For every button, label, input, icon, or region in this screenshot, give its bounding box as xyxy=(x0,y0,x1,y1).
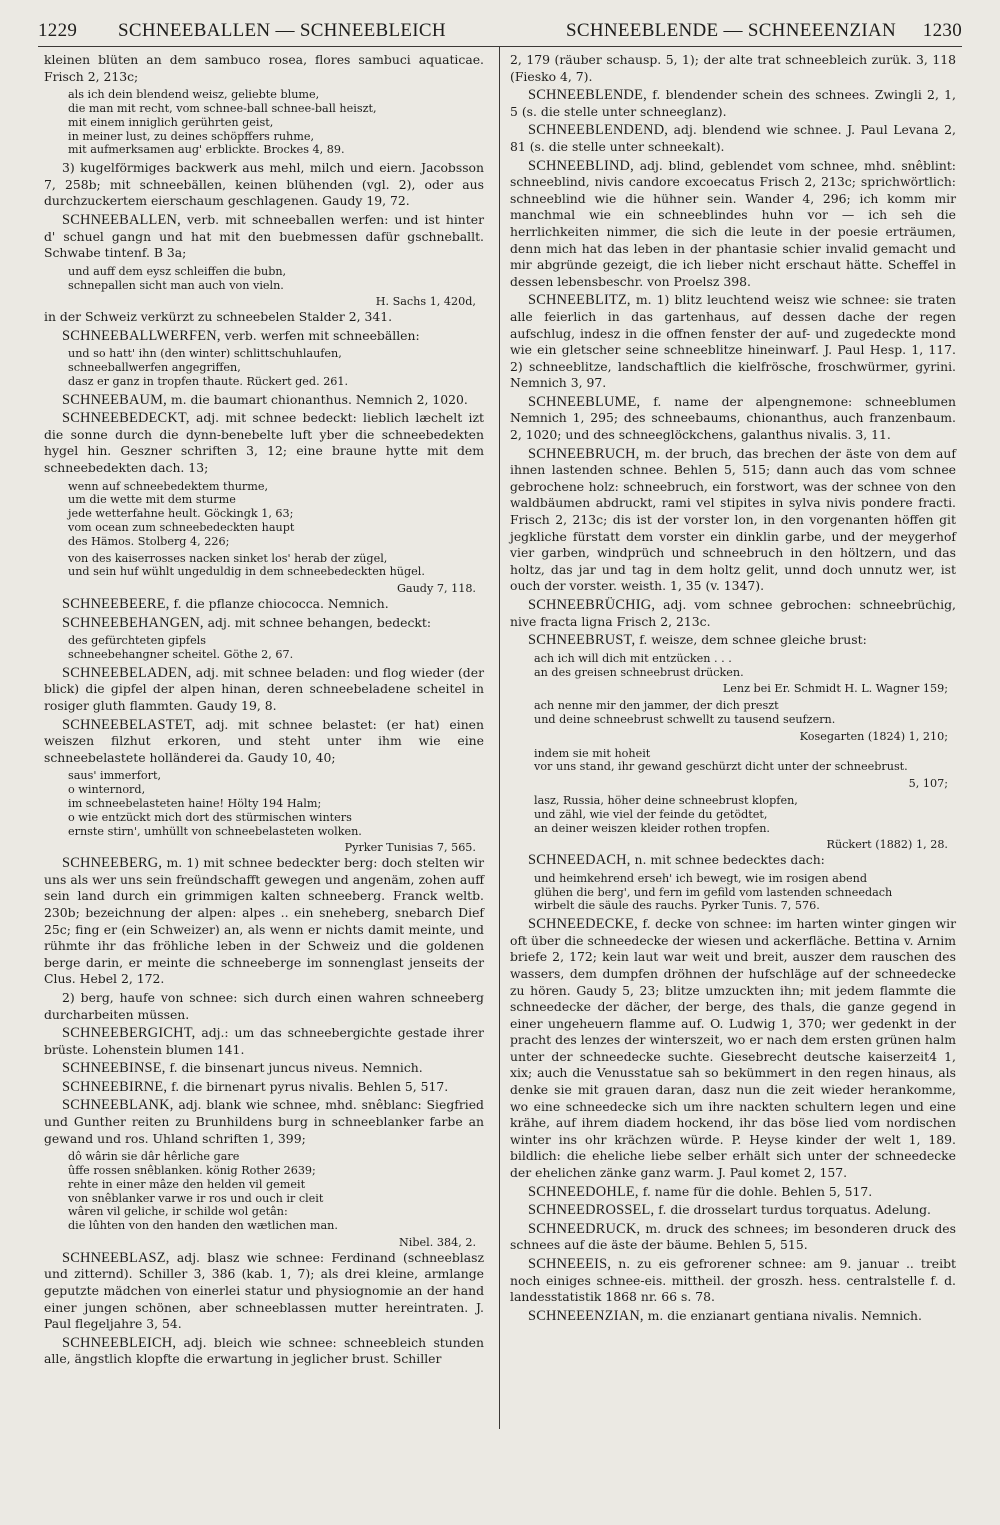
quotation: saus' immerfort, o winternord, im schneebelasteten haine! Hölty 194 Halm; o wie entzückt mich dort des stürmischen winters ernste stirn', umhüllt von schneebelasteten wolken. xyxy=(68,769,362,838)
citation: Rückert (1882) 1, 28. xyxy=(826,838,948,852)
entry-headword: SCHNEEBLENDE, xyxy=(528,87,647,104)
citation: Nibel. 384, 2. xyxy=(399,1236,476,1250)
entry-text: adj. blasz wie schnee: Ferdinand (schneeblasz und zitternd). Schiller 3, 386 (kab. 1, 7); als drei kleine, armlange geputzte mädchen von einerlei statur und physiognomie an der hand einer jungen schönen, aber schneeblassen mutter hereintraten. J. Paul flegeljahre 3, 54. xyxy=(44,1249,484,1332)
entry-headword: SCHNEEDECKE, xyxy=(528,916,638,933)
entry-text: verb. werfen mit schneebällen: xyxy=(224,327,420,343)
dictionary-entry xyxy=(44,212,484,262)
dictionary-entry xyxy=(510,158,956,291)
quotation: und so hatt' ihn (den winter) schlittschuhlaufen, schneeballwerfen angegriffen, dasz er ganz in tropfen thaute. Rückert ged. 261. xyxy=(68,347,349,388)
entry-headword: SCHNEEBERG, xyxy=(62,855,163,872)
entry-headword: SCHNEEBRUST, xyxy=(528,632,636,649)
entry-text: f. blendender schein des schnees. Zwingli 2, 1, 5 (s. die stelle unter schneeglanz). xyxy=(510,87,956,119)
entry-text: f. die drosselart turdus torquatus. Adelung. xyxy=(658,1202,931,1218)
entry-text: kleinen blüten an dem sambuco rosea, flores sambuci aquaticae. Frisch 2, 213c; xyxy=(44,52,484,84)
dictionary-entry xyxy=(44,410,484,476)
running-header xyxy=(38,14,962,46)
quotation: und heimkehrend erseh' ich bewegt, wie im rosigen abend glühen die berg', und fern im gefild vom lastenden schneedach wirbelt die säule des rauchs. Pyrker Tunis. 7, 576. xyxy=(534,871,893,913)
entry-headword: SCHNEEDACH, xyxy=(528,852,631,869)
entry-headword: SCHNEEBLITZ, xyxy=(528,292,631,309)
entry-headword: SCHNEEDRUCK, xyxy=(528,1220,641,1237)
dictionary-entry xyxy=(44,1060,484,1077)
quotation: ach nenne mir den jammer, der dich preszt und deine schneebrust schwellt zu tausend seufzern. xyxy=(534,699,836,726)
entry-paragraph xyxy=(44,309,484,326)
entry-headword: SCHNEEEIS, xyxy=(528,1256,612,1272)
dictionary-entry xyxy=(44,615,484,632)
entry-paragraph xyxy=(44,160,484,210)
entry-headword: SCHNEEBRUCH, xyxy=(528,445,640,462)
dictionary-entry xyxy=(44,1025,484,1058)
entry-text: f. name der alpengnemone: schneeblumen Nemnich 1, 295; des schneebaums, chionanthus, auch franzenbaum. 2, 1020; und des schneeglöckchens, galanthus nivalis. 3, 11. xyxy=(510,393,956,443)
entry-paragraph xyxy=(510,52,956,85)
entry-text: adj. mit schnee bedeckt: lieblich læchelt izt die sonne durch die dynn-benebelte luft yber die schneebedekten hygel hin. Geszner schriften 3, 12; eine braune hytte mit dem schneebedekten dach. 13; xyxy=(44,410,484,476)
dictionary-entry xyxy=(44,1079,484,1096)
dictionary-entry xyxy=(510,87,956,120)
citation: Gaudy 7, 118. xyxy=(397,582,476,596)
citation: Lenz bei Er. Schmidt H. L. Wagner 159; xyxy=(722,682,948,696)
entry-headword: SCHNEEBEERE, xyxy=(62,596,170,613)
entry-headword: SCHNEEBAUM, xyxy=(62,391,167,408)
citation: H. Sachs 1, 420d, xyxy=(375,295,476,309)
dictionary-entry xyxy=(510,394,956,444)
entry-text: m. 1) mit schnee bedeckter berg: doch stelten wir uns als wer uns sein freündschafft gewegen und angenäm, zohen auff sein land durch ein grimmigen kalten schneeberg. Franck weltb. 230b; bezeichnung der alpen: alpes .. ein sneheberg, snebarch Dief 25c; fing er (ein Schweizer) an, als wenn er nichts damit meinte, und rühmte ihr das fröhliche leben in der Schweiz und die goldenen berge darin, er meinte die schneeberge im sonnenglast jenseits der Clus. Hebel 2, 172. xyxy=(44,855,484,987)
entry-headword: SCHNEEBLASZ, xyxy=(62,1249,170,1266)
entry-headword: SCHNEEDOHLE, xyxy=(528,1183,639,1200)
quotation: lasz, Russia, höher deine schneebrust klopfen, und zähl, wie viel der feinde du getödtet, an deiner weiszen kleider rothen tropfen. xyxy=(534,793,798,835)
dictionary-entry xyxy=(510,916,956,1182)
entry-text: m. 1) blitz leuchtend weisz wie schnee: sie traten alle feierlich in das gartenhaus, auf dessen dache der regen aufschlug, indesz in die offnen fenster der auf- und zugedeckte mond wie ein gletscher seine schneeblitze hineinwarf. J. Paul Hesp. 1, 117. 2) schneeblitze, landschaftlich die kielfrösche, froschwürmer, gyrini. Nemnich 3, 97. xyxy=(510,292,956,391)
header-rule xyxy=(38,46,962,47)
entry-text: m. der bruch, das brechen der äste von dem auf ihnen lastenden schnee. Behlen 5, 515; dann auch das vom schnee gebrochene holz: schneebruch, ein forstwort, was der schnee von den waldbäumen abdruckt, rami vel stipites in sylva nivis pondere fracti. Frisch 2, 213c; dis ist der vorster lon, in den vorgenanten höffen git jegkliche fürstatt dem vorster ein dinklin garbe, und der meygerhof vier garben, windprüch und schneebruch in den höltzern, und das holtz, das jar und tag in dem holtz gelit, unnd doch unnutz wer, ist ouch der vorster. weisth. 1, 35 (v. 1347). xyxy=(510,445,956,594)
dictionary-entry xyxy=(510,122,956,155)
entry-text: adj. bleich wie schnee: schneebleich stunden alle, ängstlich klopfte die erwartung in jeglicher brust. Schiller xyxy=(44,1334,484,1367)
dictionary-entry xyxy=(510,632,956,649)
dictionary-entry xyxy=(510,1308,956,1325)
entry-text: adj.: um das schneebergichte gestade ihrer brüste. Lohenstein blumen 141. xyxy=(44,1025,484,1057)
quotation: dô wârin sie dâr hêrliche gare ûffe rossen snêblanken. könig Rother 2639; rehte in einer mâze den helden vil gemeit von snêblanker varwe ir ros und ouch ir cleit wâren vil geliche, ir schilde wol getân: die lûhten von den handen den wætlichen man. xyxy=(68,1150,338,1233)
entry-text: m. die enzianart gentiana nivalis. Nemnich. xyxy=(647,1307,922,1323)
entry-headword: SCHNEEBLEICH, xyxy=(62,1334,177,1351)
entry-headword: SCHNEEBEHANGEN, xyxy=(62,614,204,631)
dictionary-entry xyxy=(44,1335,484,1368)
entry-text: in der Schweiz verkürzt zu schneebelen Stalder 2, 341. xyxy=(44,309,393,325)
dictionary-entry xyxy=(510,1202,956,1219)
dictionary-entry xyxy=(510,1221,956,1254)
quotation: indem sie mit hoheit vor uns stand, ihr gewand geschürzt dicht unter der schneebrust. xyxy=(534,746,908,774)
entry-text: adj. mit schnee beladen: und flog wieder (der blick) die gipfel der alpen hinan, deren schneebeladene scheitel in rosiger gluth flammten. Gaudy 19, 8. xyxy=(44,664,484,714)
dictionary-entry xyxy=(510,446,956,595)
entry-text: adj. blind, geblendet vom schnee, mhd. snêblint: schneeblind, nivis candore excoecatus Frisch 2, 213c; sprichwörtlich: schneeblind wie die hühner sein. Wander 4, 296; ich komm mir manchmal wie ein schneeblindes huhn vor — ich seh die herrlichkeiten nimmer, die sich die leute in der poesie erträumen, denn mich hat das leben in der phantasie schier invalid gemacht und mir abgründe gezeigt, die ich lieber nicht erschaut hätte. Scheffel in dessen lebensbeschr. von Proelsz 398. xyxy=(510,157,956,289)
entry-headword: SCHNEEBRÜCHIG, xyxy=(528,597,656,613)
dictionary-entry xyxy=(510,1256,956,1306)
entry-headword: SCHNEEBLUME, xyxy=(528,393,641,410)
dictionary-entry xyxy=(510,852,956,869)
entry-text: f. weisze, dem schnee gleiche brust: xyxy=(639,632,867,648)
entry-text: f. decke von schnee: im harten winter gingen wir oft über die schneedecke der wiesen und ackerfläche. Bettina v. Arnim briefe 2, 172; kein laut war weit und breit, auszer dem rauschen des wassers, dem dumpfen dröhnen der hufschläge auf der schneedecke zu hören. Gaudy 5, 23; blitze umzuckten ihn; mit jedem flammte die schneedecke der dächer, der berge, des thals, die ganze gegend in einer ungeheuern flamme auf. O. Ludwig 1, 370; wer gedenkt in der pracht des lenzes der winterszeit, wo er nach dem ersten grünen halm unter der schneedecke suchte. Giesebrecht deutsche kaiserzeit4 1, xix; auch die Venusstatue sah so bekümmert in den regen hinaus, als denke sie mit grauen daran, dasz nun die zeit wieder herankomme, wo eine schneedecke sich um ihre nackten schultern legen und eine krähe, auf ihrem diadem hockend, ihr das böse lied vom nordischen winter ins ohr krächzen würde. P. Heyse kinder der welt 1, 189. bildlich: die eheliche liebe selber erhält sich unter der schneedecke der ehelichen zänke ganz warm. J. Paul komet 2, 157. xyxy=(510,916,956,1181)
left-column xyxy=(44,52,484,1370)
entry-headword: SCHNEEBLANK, xyxy=(62,1097,174,1114)
dictionary-entry xyxy=(510,1184,956,1201)
dictionary-entry xyxy=(44,596,484,613)
entry-headword: SCHNEEBEDECKT, xyxy=(62,410,190,427)
quotation: des gefürchteten gipfels schneebehangner scheitel. Göthe 2, 67. xyxy=(68,634,294,662)
entry-text: m. die baumart chionanthus. Nemnich 2, 1020. xyxy=(170,391,468,407)
citation: 5, 107; xyxy=(908,777,948,791)
header-title-right: SCHNEEBLENDE — SCHNEEENZIAN xyxy=(566,20,897,41)
entry-headword: SCHNEEBELASTET, xyxy=(62,716,196,733)
entry-text: n. zu eis gefrorener schnee: am 9. januar .. treibt noch einiges schnee-eis. mittheil. der groszh. hess. centralstelle f. d. landesstatistik 1868 nr. 66 s. 78. xyxy=(510,1256,956,1305)
entry-text: adj. mit schnee behangen, bedeckt: xyxy=(207,614,432,630)
entry-text: 3) kugelförmiges backwerk aus mehl, milch und eiern. Jacobsson 7, 258b; mit schneebällen, keinen blühenden (vgl. 2), oder aus durchzuckertem eierschaum geschlagenen. Gaudy 19, 72. xyxy=(44,160,484,209)
quotation: als ich dein blendend weisz, geliebte blume, die man mit recht, vom schnee-ball schnee-ball heiszt, mit einem inniglich gerührten geist, in meiner lust, zu deines schöpffers ruhme, mit aufmerksamen aug' erblickte. Brockes 4, 89. xyxy=(68,88,377,157)
entry-text: f. die pflanze chiococca. Nemnich. xyxy=(173,596,389,612)
quotation: und auff dem eysz schleiffen die bubn, schnepallen sicht man auch von vieln. xyxy=(68,264,287,292)
entry-text: adj. blendend wie schnee. J. Paul Levana 2, 81 (s. die stelle unter schneekalt). xyxy=(510,122,956,154)
dictionary-entry xyxy=(44,1250,484,1333)
entry-headword: SCHNEEENZIAN, xyxy=(528,1307,644,1324)
entry-text: f. die birnenart pyrus nivalis. Behlen 5, 517. xyxy=(171,1078,449,1094)
dictionary-entry xyxy=(44,665,484,715)
dictionary-entry xyxy=(44,717,484,767)
column-divider xyxy=(499,46,500,1429)
entry-text: verb. mit schneeballen werfen: und ist hinter d' schuel gangn und hat mit den buebmessen dafür gschneballt. Schwabe tintenf. B 3a; xyxy=(44,211,484,261)
quotation: wenn auf schneebedektem thurme, um die wette mit dem sturme jede wetterfahne heult. Göckingk 1, 63; vom ocean zum schneebedeckten haupt des Hämos. Stolberg 4, 226; xyxy=(68,479,295,548)
entry-headword: SCHNEEBALLEN, xyxy=(62,211,181,228)
dictionary-entry xyxy=(44,392,484,409)
dictionary-entry xyxy=(44,855,484,988)
dictionary-entry xyxy=(510,292,956,392)
right-column xyxy=(510,52,956,1326)
quotation: von des kaiserrosses nacken sinket los' herab der zügel, und sein huf wühlt ungeduldig in dem schneebedeckten hügel. xyxy=(68,551,425,579)
entry-text: n. mit schnee bedecktes dach: xyxy=(634,852,825,868)
entry-headword: SCHNEEBIRNE, xyxy=(62,1078,168,1095)
entry-headword: SCHNEEBLIND, xyxy=(528,157,634,174)
header-title-left: SCHNEEBALLEN — SCHNEEBLEICH xyxy=(118,20,446,41)
page-number-right: 1230 xyxy=(922,20,962,41)
dictionary-entry xyxy=(510,597,956,630)
entry-paragraph xyxy=(44,52,484,85)
entry-headword: SCHNEEBERGICHT, xyxy=(62,1025,196,1042)
dictionary-entry xyxy=(44,328,484,345)
page-number-left: 1229 xyxy=(38,20,78,41)
entry-text: adj. vom schnee gebrochen: schneebrüchig, nive fracta ligna Frisch 2, 213c. xyxy=(510,597,956,629)
entry-text: m. druck des schnees; im besonderen druck des schnees auf die äste der bäume. Behlen 5, 515. xyxy=(510,1220,956,1253)
citation: Kosegarten (1824) 1, 210; xyxy=(799,729,948,743)
entry-text: 2, 179 (räuber schausp. 5, 1); der alte trat schneebleich zurük. 3, 118 (Fiesko 4, 7). xyxy=(510,52,956,84)
entry-text: f. die binsenart juncus niveus. Nemnich. xyxy=(169,1060,423,1076)
entry-text: 2) berg, haufe von schnee: sich durch einen wahren schneeberg durcharbeiten müssen. xyxy=(44,989,484,1022)
entry-headword: SCHNEEBALLWERFEN, xyxy=(62,327,221,344)
entry-headword: SCHNEEBELADEN, xyxy=(62,664,192,681)
entry-text: adj. blank wie schnee, mhd. snêblanc: Siegfried und Gunther reiten zu Brunhildens burg in schneeblanker farbe an gewand und ros. Uhland schriften 1, 399; xyxy=(44,1097,484,1146)
citation: Pyrker Tunisias 7, 565. xyxy=(344,841,476,855)
dictionary-entry xyxy=(44,1097,484,1147)
quotation: ach ich will dich mit entzücken . . . an des greisen schneebrust drücken. xyxy=(534,651,744,679)
entry-headword: SCHNEEBINSE, xyxy=(62,1060,166,1077)
entry-headword: SCHNEEBLENDEND, xyxy=(528,122,669,139)
entry-headword: SCHNEEDROSSEL, xyxy=(528,1202,655,1219)
entry-paragraph xyxy=(44,990,484,1023)
entry-text: adj. mit schnee belastet: (er hat) einen weiszen filzhut erkoren, und steht unter ihm wie eine schneebelastete holländerei da. Gaudy 10, 40; xyxy=(44,716,484,765)
entry-text: f. name für die dohle. Behlen 5, 517. xyxy=(642,1183,873,1199)
